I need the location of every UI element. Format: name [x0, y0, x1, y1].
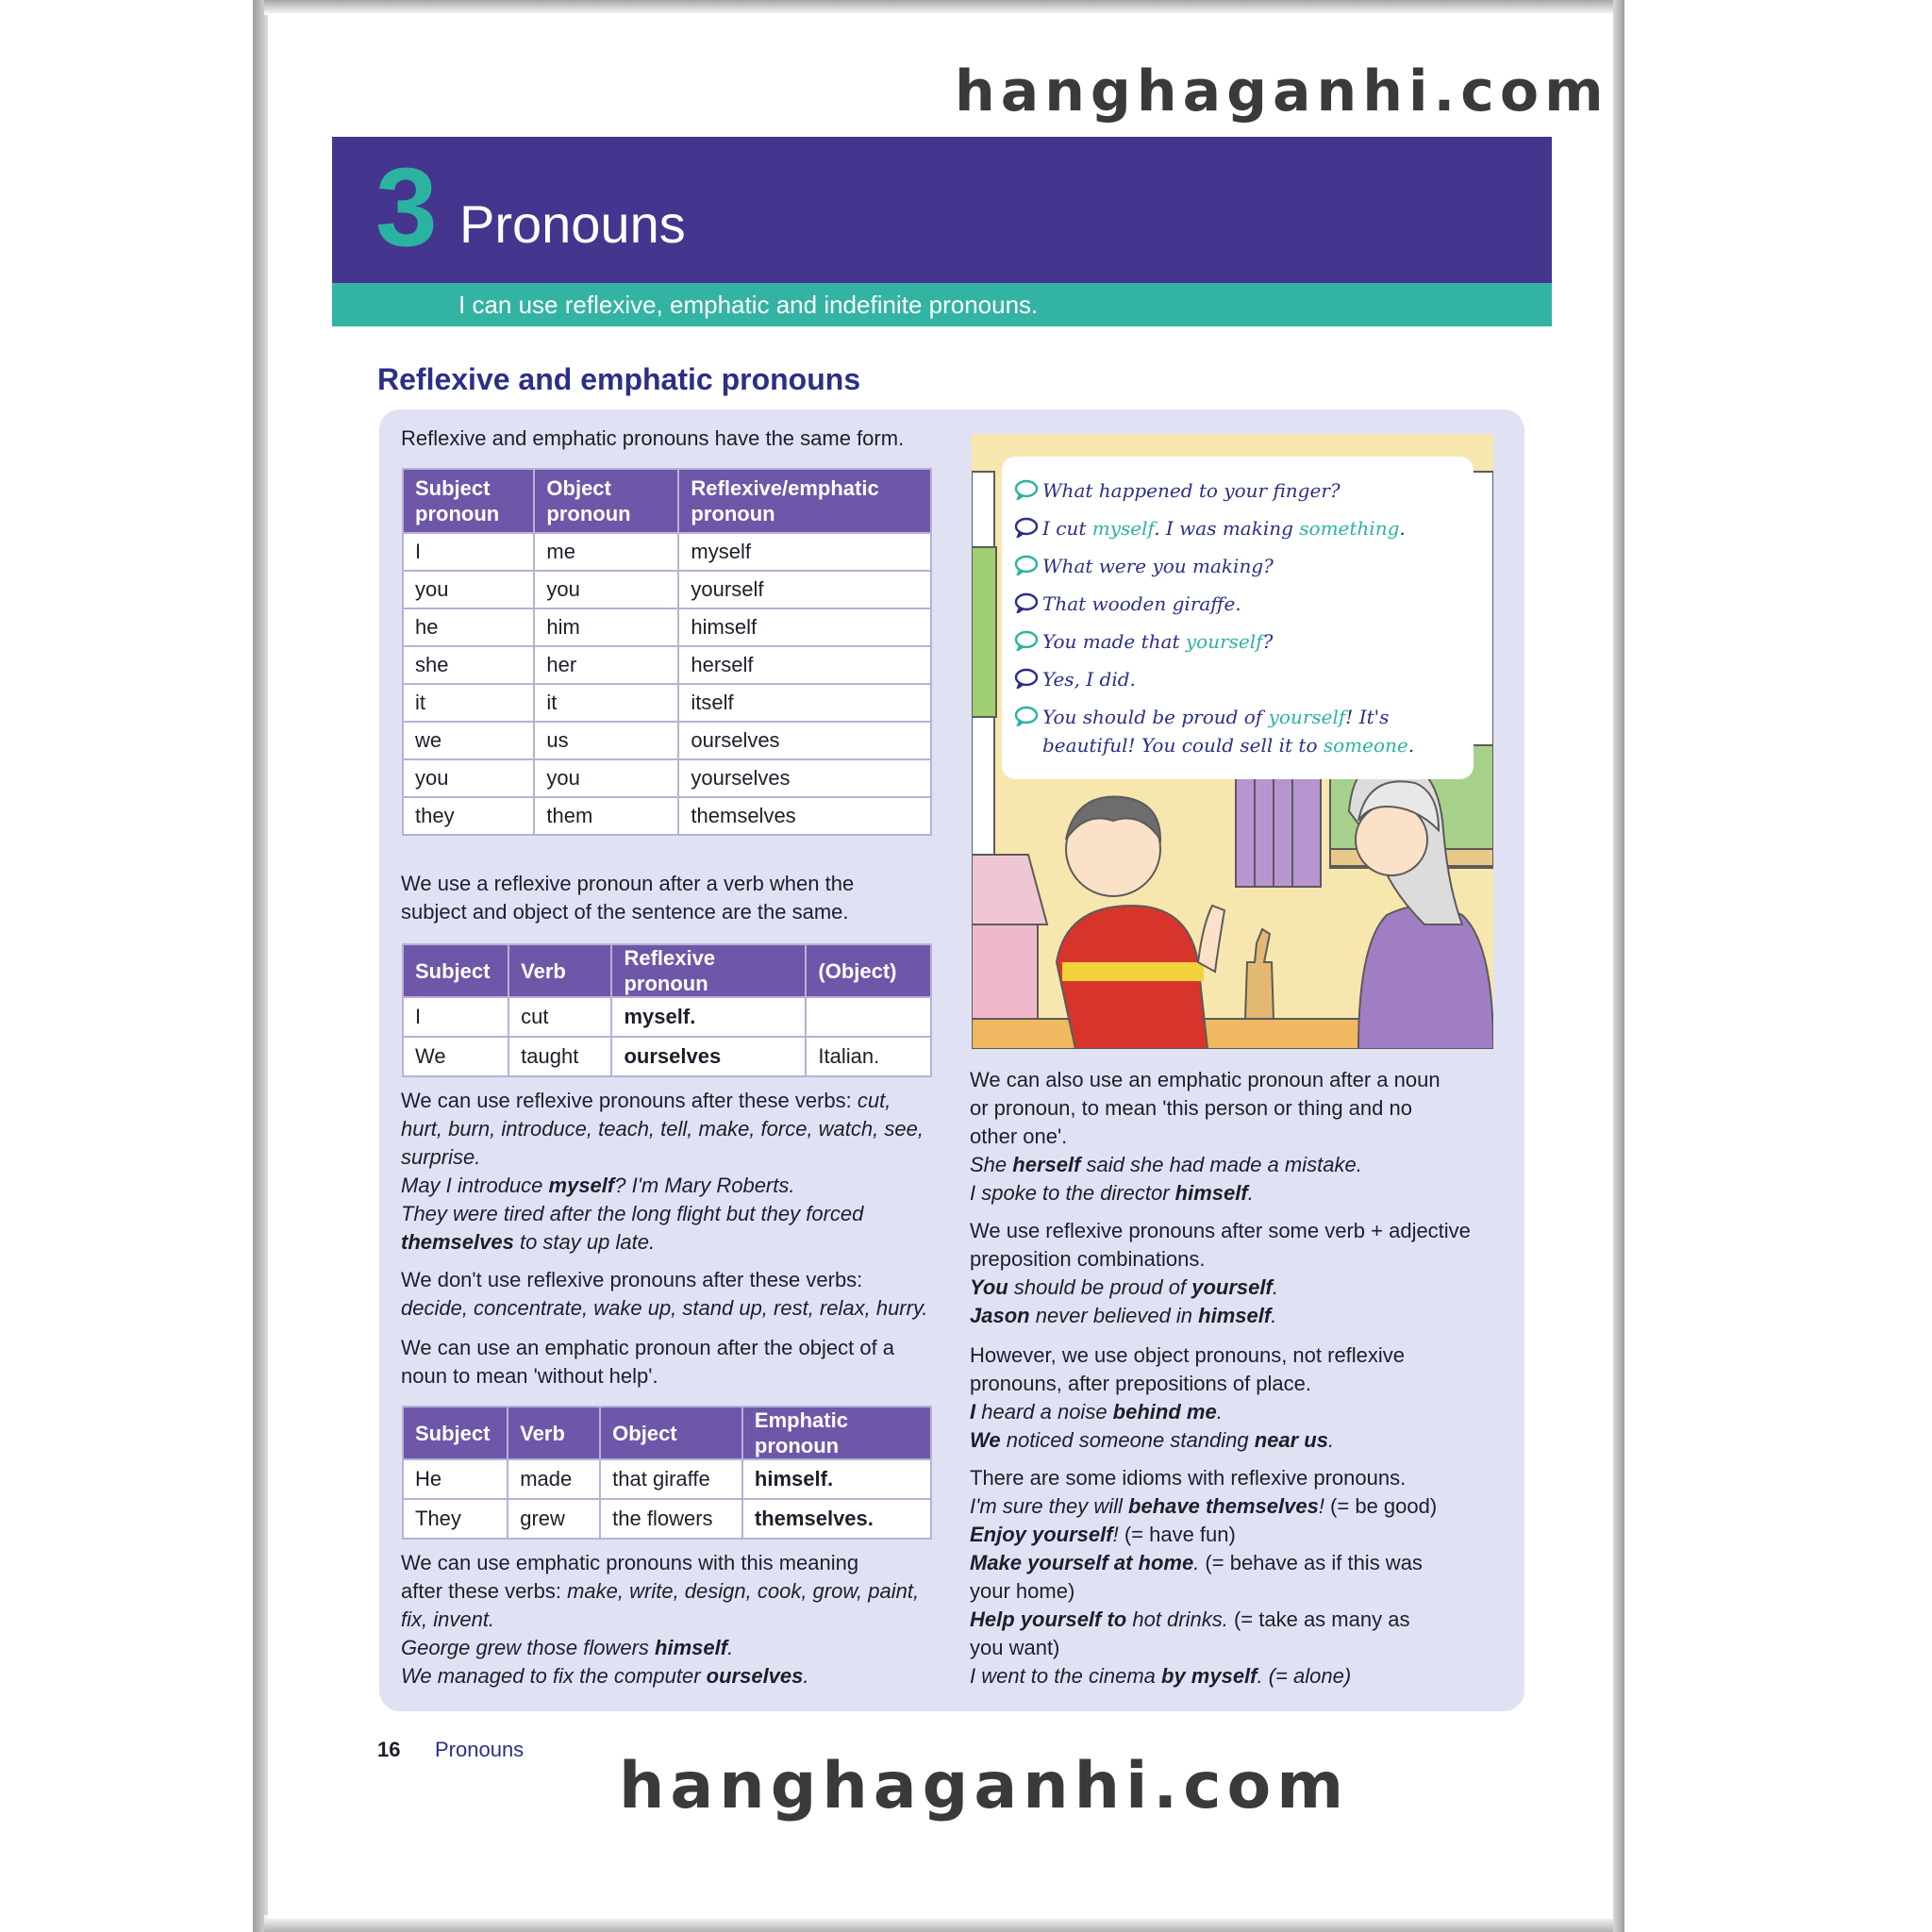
speech-bubble-icon [1014, 517, 1042, 542]
table-cell: himself [678, 608, 931, 646]
unit-objective: I can use reflexive, emphatic and indefinite pronouns. [458, 291, 1039, 319]
dialogue-line: What were you making? [1014, 555, 1274, 580]
table-cell: that giraffe [600, 1459, 742, 1499]
speech-bubble-icon [1014, 668, 1042, 693]
table-cell: They [403, 1499, 508, 1539]
table-header-cell: Verb [508, 944, 611, 997]
page-number: 16 [377, 1738, 401, 1761]
table-cell: her [534, 646, 678, 684]
table-cell: you [534, 759, 678, 797]
unit-objective-bar [332, 283, 1552, 326]
table-cell: it [403, 684, 534, 722]
unit-number: 3 [375, 145, 438, 270]
table-cell: cut [508, 997, 611, 1037]
table-cell: yourself [678, 571, 931, 608]
speech-bubble-icon [1014, 706, 1042, 731]
table-cell: made [508, 1459, 600, 1499]
table-cell: We [403, 1037, 508, 1076]
table-header-row [403, 1407, 931, 1459]
table-header-cell: (Object) [806, 944, 931, 997]
table-cell: him [534, 608, 678, 646]
table-header-cell: Subject [403, 1407, 508, 1459]
prepositions-of-place-text: However, we use object pronouns, not reflexive pronouns, after prepositions of place. I heard a noise behind me. We noticed someone standing near us. [970, 1343, 1406, 1452]
table-row [403, 759, 931, 797]
watermark-bottom: hanghaganhi.com [619, 1749, 1350, 1824]
table-cell: we [403, 722, 534, 759]
table-header-cell: Subject [403, 944, 508, 997]
table-cell: I [403, 997, 508, 1037]
table-cell: yourselves [678, 759, 931, 797]
table-cell: it [534, 684, 678, 722]
table-header-cell: Subject pronoun [403, 469, 534, 533]
dialogue-line: I cut myself. I was making something. [1014, 517, 1406, 542]
table-cell: himself. [742, 1459, 931, 1499]
table-header-cell: Reflexive/emphatic pronoun [678, 469, 931, 533]
table-cell: ourselves [678, 722, 931, 759]
table-cell: Italian. [806, 1037, 931, 1076]
speech-bubble-icon [1014, 555, 1042, 580]
table-row [403, 646, 931, 684]
table-row [403, 571, 931, 608]
table-cell: itself [678, 684, 931, 722]
footer-label: Pronouns [435, 1738, 525, 1761]
reflexive-usage-text: We use a reflexive pronoun after a verb when the subject and object of the sentence are the same. [401, 872, 855, 924]
table-cell: you [403, 759, 534, 797]
table-cell: grew [508, 1499, 600, 1539]
table-header-cell: Object [600, 1407, 742, 1459]
table-cell: themselves [678, 797, 931, 835]
emphatic-after-noun-text: We can also use an emphatic pronoun after a noun or pronoun, to mean 'this person or thing and no other one'. She herself said she had made a mistake. I spoke to the director himself. [970, 1068, 1441, 1205]
table-cell: I [403, 533, 534, 571]
table-row [403, 797, 931, 835]
table-cell: taught [508, 1037, 611, 1076]
speech-bubble-icon [1014, 479, 1042, 505]
table-cell: you [534, 571, 678, 608]
table-header-row [403, 944, 931, 997]
speech-bubble-icon [1014, 630, 1042, 656]
table-cell: myself [678, 533, 931, 571]
table-cell: us [534, 722, 678, 759]
table-cell: herself [678, 646, 931, 684]
table-row [403, 997, 931, 1037]
table-cell: he [403, 608, 534, 646]
dialogue-line: What happened to your finger? [1014, 479, 1341, 505]
table-header-cell: Reflexive pronoun [611, 944, 806, 997]
table-cell: the flowers [600, 1499, 742, 1539]
verb-adjective-preposition-text: We use reflexive pronouns after some verb + adjective preposition combinations. You should be proud of yourself. Jason never believed in himself. [970, 1219, 1471, 1327]
table-cell: they [403, 797, 534, 835]
dialogue-line: You made that yourself? [1014, 630, 1273, 656]
table-row [403, 1459, 931, 1499]
section-heading: Reflexive and emphatic pronouns [377, 362, 861, 396]
unit-title: Pronouns [459, 194, 686, 254]
table-cell: ourselves [611, 1037, 806, 1076]
speech-bubble-icon [1014, 592, 1042, 618]
pronoun-forms-table [402, 468, 932, 836]
dialogue-line: That wooden giraffe. [1014, 592, 1241, 618]
table-cell: themselves. [742, 1499, 931, 1539]
reflexive-example-table [402, 943, 932, 1077]
idioms-text: There are some idioms with reflexive pronouns. I'm sure they will behave themselves! (= be good) Enjoy yourself! (= have fun) Make yourself at home. (= behave as if this was your home) Help yourself to hot drinks. (= take as many as you want) I went to the cinema by myself. (= alone) [970, 1466, 1438, 1688]
table-cell: them [534, 797, 678, 835]
dialogue-line: You should be proud of yourself! It's [1014, 706, 1389, 731]
table-row [403, 1037, 931, 1076]
table-cell: me [534, 533, 678, 571]
page-shadow-right [1611, 0, 1624, 1932]
table-header-cell: Object pronoun [534, 469, 678, 533]
table-header-cell: Verb [508, 1407, 600, 1459]
dialogue-line: Yes, I did. [1014, 668, 1136, 693]
table-row [403, 533, 931, 571]
table-row [403, 608, 931, 646]
table-cell: myself. [611, 997, 806, 1037]
table-row [403, 722, 931, 759]
table-cell: He [403, 1459, 508, 1499]
emphatic-example-table [402, 1406, 932, 1540]
table-header-cell: Emphatic pronoun [742, 1407, 931, 1459]
table-header-row [403, 469, 931, 533]
table-row [403, 1499, 931, 1539]
table-cell: you [403, 571, 534, 608]
intro-text: Reflexive and emphatic pronouns have the same form. [401, 426, 905, 450]
table-cell: she [403, 646, 534, 684]
watermark-top: hanghaganhi.com [955, 58, 1609, 125]
dialogue-line: beautiful! You could sell it to someone. [1042, 734, 1415, 757]
table-cell [806, 997, 931, 1037]
emphatic-verbs-text: We can use emphatic pronouns with this meaning after these verbs: make, write, design, cook, grow, paint, fix, invent. George grew those flowers himself. We managed to fix the computer ourselves. [401, 1551, 920, 1688]
table-row [403, 684, 931, 722]
unit-banner [332, 137, 1552, 283]
emphatic-usage-text: We can use an emphatic pronoun after the object of a noun to mean 'without help'. [401, 1336, 895, 1388]
reflexive-verbs-text: We can use reflexive pronouns after these verbs: cut, hurt, burn, introduce, teach, tell, make, force, watch, see, surprise. May I introduce myself? I'm Mary Roberts. They were tired after the long flight but they forced themselves to stay up late. [401, 1089, 924, 1254]
non-reflexive-verbs-text: We don't use reflexive pronouns after these verbs: decide, concentrate, wake up, stand up, rest, relax, hurry. [401, 1268, 928, 1320]
